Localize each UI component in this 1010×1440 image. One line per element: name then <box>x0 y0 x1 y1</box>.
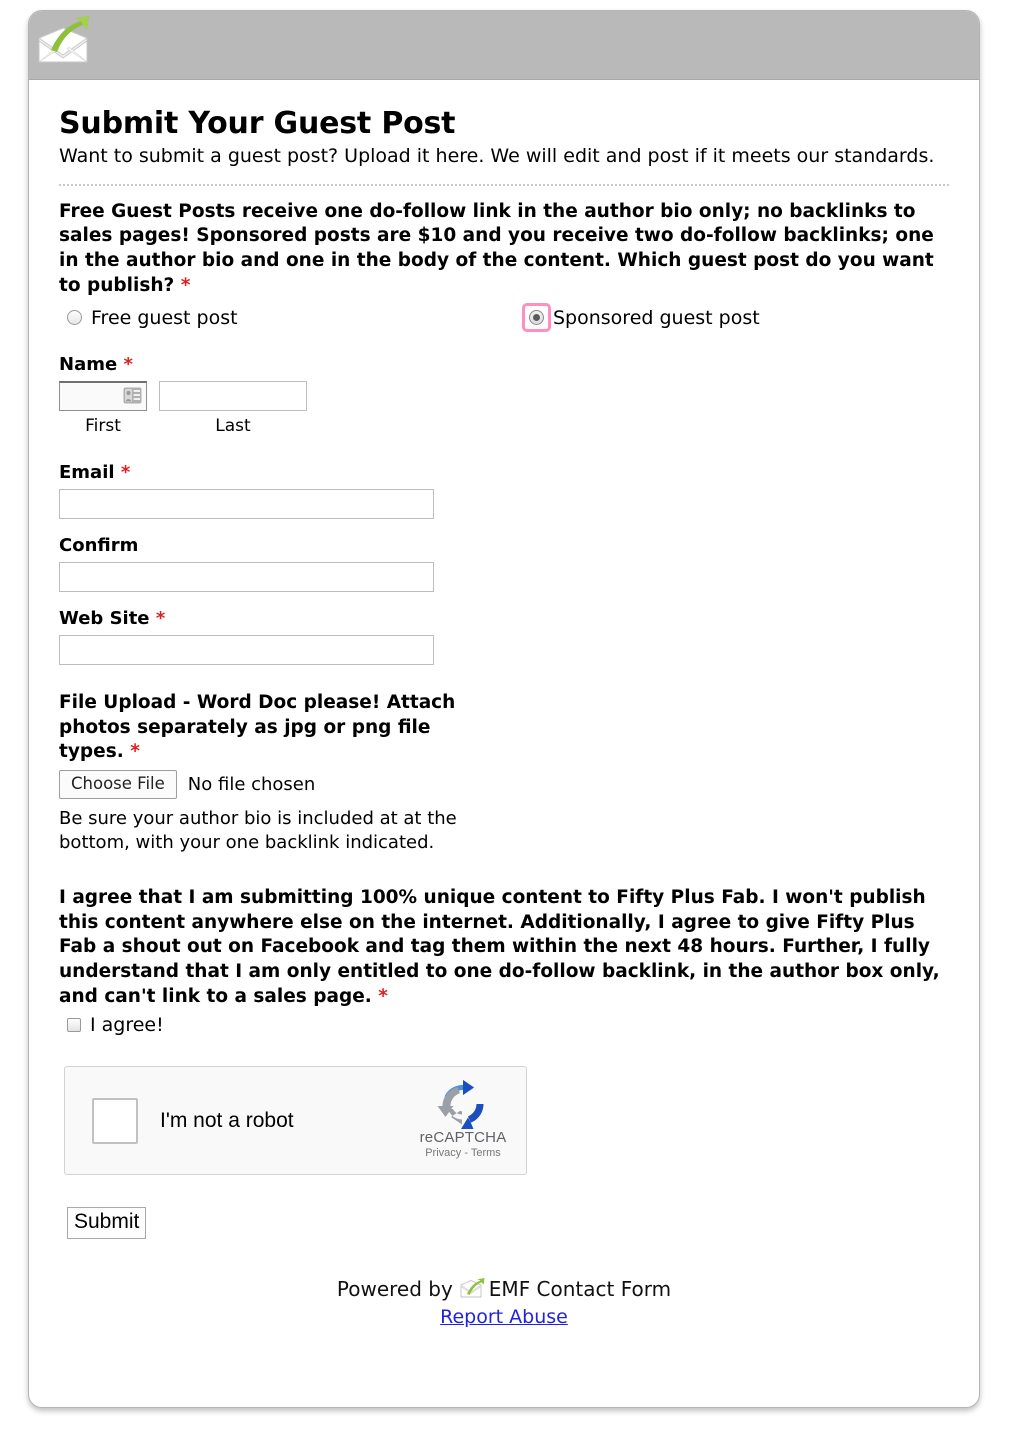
first-name-column <box>59 381 147 436</box>
name-field-group <box>59 354 949 436</box>
required-asterisk: * <box>120 462 131 484</box>
checkbox-icon-agree[interactable] <box>67 1018 81 1032</box>
header-divider <box>59 184 949 186</box>
form-description: Want to submit a guest post? Upload it here. We will edit and post if it meets our standards. <box>59 145 935 167</box>
required-asterisk: * <box>123 354 133 376</box>
post-type-question <box>59 200 949 298</box>
recaptcha-legal-links[interactable]: Privacy - Terms <box>425 1147 501 1160</box>
choose-file-button[interactable]: Choose File <box>59 770 177 799</box>
card-header <box>29 11 979 80</box>
radio-icon-free[interactable] <box>67 310 82 325</box>
post-type-question-text: Free Guest Posts receive one do-follow link in the author bio only; no backlinks to sales pages! Sponsored posts are $10 and you receive two do-follow backlinks; one in the author bio and one in the body of the content. Which guest post do you want to publish? <box>59 200 934 296</box>
website-label-text: Web Site <box>59 608 150 630</box>
recaptcha-brand-name: reCAPTCHA <box>419 1129 507 1147</box>
radio-label-sponsored: Sponsored guest post <box>553 306 760 329</box>
email-input[interactable] <box>59 489 434 519</box>
powered-by-name: EMF Contact Form <box>488 1277 672 1302</box>
email-label-text: Email <box>59 462 115 484</box>
confirm-field-group <box>59 535 949 592</box>
radio-option-sponsored-guest-post[interactable] <box>522 303 760 332</box>
email-label <box>59 462 949 483</box>
agreement-checkbox-row[interactable] <box>67 1014 949 1036</box>
last-name-sublabel: Last <box>215 416 251 437</box>
name-label <box>59 354 949 375</box>
agreement-text <box>59 886 949 1009</box>
report-abuse-link[interactable]: Report Abuse <box>440 1306 568 1329</box>
file-status-text: No file chosen <box>187 773 316 795</box>
recaptcha-brand <box>413 1079 513 1159</box>
first-name-sublabel: First <box>85 416 121 437</box>
agreement-checkbox-label: I agree! <box>90 1014 164 1037</box>
page-title: Submit Your Guest Post <box>59 106 456 141</box>
powered-by-line <box>337 1277 671 1301</box>
first-name-wrapper <box>59 381 147 411</box>
name-label-text: Name <box>59 354 118 376</box>
required-asterisk: * <box>130 741 140 763</box>
name-inputs-row <box>59 381 949 436</box>
post-type-radio-group <box>59 303 949 332</box>
website-input[interactable] <box>59 635 434 665</box>
recaptcha-logo-icon <box>437 1079 489 1131</box>
confirm-input[interactable] <box>59 562 434 592</box>
last-name-input[interactable] <box>159 381 307 411</box>
envelope-with-green-arrow-icon <box>35 14 97 76</box>
file-upload-label <box>59 691 499 765</box>
recaptcha-label: I'm not a robot <box>160 1108 294 1132</box>
last-name-column <box>159 381 307 436</box>
file-input-row <box>59 770 949 799</box>
form-footer <box>59 1277 949 1328</box>
email-field-group <box>59 462 949 519</box>
radio-label-free: Free guest post <box>91 306 238 329</box>
required-asterisk: * <box>155 608 166 630</box>
radio-option-free-guest-post[interactable] <box>59 307 522 329</box>
required-asterisk: * <box>180 274 191 296</box>
file-upload-label-text: File Upload - Word Doc please! Attach photos separately as jpg or png file types. <box>59 692 456 763</box>
first-name-input[interactable] <box>59 381 147 411</box>
website-label <box>59 608 949 629</box>
form-card <box>28 10 980 1408</box>
agreement-group <box>59 886 949 1036</box>
envelope-with-green-arrow-icon <box>460 1277 486 1301</box>
file-upload-helper-text: Be sure your author bio is included at at the bottom, with your one backlink indicated. <box>59 807 457 853</box>
powered-by-prefix: Powered by <box>336 1277 453 1302</box>
radio-focus-ring <box>522 303 551 332</box>
recaptcha-widget[interactable] <box>64 1066 527 1175</box>
confirm-label: Confirm <box>59 535 139 557</box>
required-asterisk: * <box>378 985 388 1007</box>
card-body <box>29 80 979 1328</box>
agreement-text-content: I agree that I am submitting 100% unique content to Fifty Plus Fab. I won't publish this content anywhere else on the internet. Additionally, I agree to give Fifty Plus Fab a shout out on Facebook and tag them within the next 48 hours. Further, I fully understand that I am only entitled to one do-follow backlink, in the author box only, and can't link to a sales page. <box>59 887 940 1007</box>
submit-button[interactable]: Submit <box>67 1207 146 1239</box>
website-field-group <box>59 608 949 665</box>
file-upload-group <box>59 691 949 854</box>
recaptcha-checkbox[interactable] <box>92 1098 138 1144</box>
radio-icon-sponsored[interactable] <box>529 310 544 325</box>
